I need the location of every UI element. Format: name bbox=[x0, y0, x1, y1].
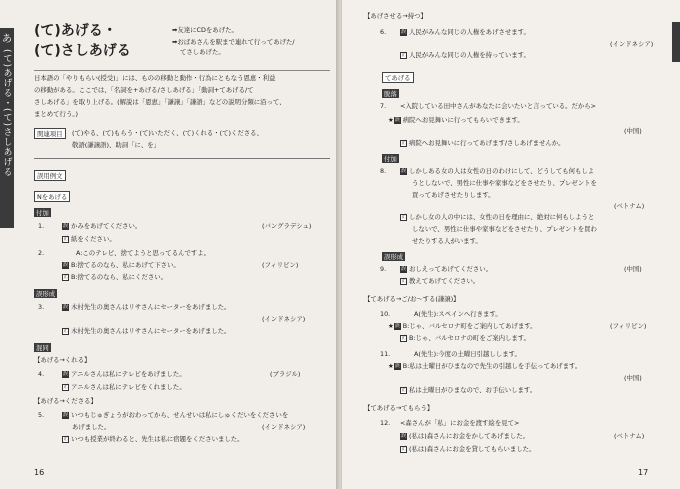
correct-sentence: 正 私は土曜日がひまなので、お手伝いします。 bbox=[401, 386, 537, 394]
wrong-sentence: 誤 人民がみんな同じの人権をあげさせます。 bbox=[400, 28, 530, 36]
page-number: 16 bbox=[34, 468, 45, 477]
page-number: 17 bbox=[638, 468, 649, 477]
wrong-sentence: 誤 しかしある女の人は女性の日のわけにして、どうしても何もしよ bbox=[400, 167, 595, 175]
correct-sentence-cont: せたりする人がいます。 bbox=[412, 237, 482, 245]
related-tag: 関連項目 bbox=[34, 128, 66, 139]
pattern-heading: 【てあげる→ご/お〜する(謙譲)】 bbox=[364, 295, 460, 303]
correct-sentence: 正 しかし女の人の中には、女性の日を理由に、絶対に何もしようと bbox=[401, 213, 595, 221]
wrong-icon: 誤 bbox=[400, 28, 406, 35]
example-number: 4. bbox=[38, 370, 45, 378]
wrong-icon: 誤 bbox=[62, 222, 68, 229]
correct-icon: 正 bbox=[63, 383, 69, 390]
example-number: 6. bbox=[380, 28, 387, 36]
correct-sentence: 正 教えてあげてください。 bbox=[401, 277, 480, 285]
source-country: (ベトナム) bbox=[614, 202, 645, 210]
section-heading: 誤用例文 bbox=[34, 170, 66, 181]
category-tag: 誤形成 bbox=[384, 253, 404, 261]
wrong-sentence: ★誤 病院へお見舞いに行ってもらいできます。 bbox=[388, 116, 524, 124]
thumb-kana: あ bbox=[2, 34, 12, 45]
title-note: ➡おばあさんを駅まで連れて行ってあげた/ bbox=[172, 38, 295, 46]
pattern-heading: 【あげる→くれる】 bbox=[34, 356, 91, 364]
example-number: 8. bbox=[380, 167, 387, 175]
dialog-line: A(先生):スペインへ行きます。 bbox=[414, 310, 502, 318]
category-tag: 付加 bbox=[36, 209, 49, 217]
source-country: (中国) bbox=[624, 265, 642, 273]
title-note: ➡友達にCDをあげた。 bbox=[172, 26, 238, 34]
category-tag: 混同 bbox=[36, 344, 49, 352]
source-country: (インドネシア) bbox=[262, 423, 306, 431]
wrong-sentence: ★誤 B:私は土曜日がひまなので先生の引越しを手伝ってあげます。 bbox=[388, 362, 582, 370]
wrong-sentence-cont: 買ってあげさせたりします。 bbox=[412, 191, 495, 199]
wrong-icon: 誤 bbox=[62, 261, 68, 268]
example-number: 5. bbox=[38, 411, 45, 419]
intro-line: さしあげる」を取り上げる。(解説は「恩恵」「謙譲」「謙語」などの説明分類に沿って、 bbox=[34, 98, 286, 106]
source-country: (フィリピン) bbox=[610, 322, 647, 330]
divider bbox=[34, 158, 330, 159]
wrong-sentence-cont: うとしないで、男性に仕事や家事などをさせたり、プレゼントを bbox=[412, 179, 597, 187]
star-icon: ★ bbox=[388, 362, 394, 370]
correct-icon: 正 bbox=[401, 139, 407, 146]
correct-sentence: 正 B:捨てるのなら、私にください。 bbox=[63, 273, 168, 281]
wrong-icon: 誤 bbox=[62, 411, 68, 418]
wrong-icon: 誤 bbox=[400, 167, 406, 174]
thumb-vertical-title: (て)あげる・(て)さしあげる bbox=[1, 49, 12, 178]
wrong-icon: 誤 bbox=[394, 362, 400, 369]
thumb-index-tab bbox=[0, 28, 14, 228]
dialog-line: A(先生):今度の土曜日引越しします。 bbox=[414, 350, 521, 358]
example-number: 1. bbox=[38, 222, 45, 230]
correct-icon: 正 bbox=[401, 334, 407, 341]
correct-sentence: 正 紙をください。 bbox=[63, 235, 116, 243]
correct-sentence: 正 アニルさんは私にテレビをくれました。 bbox=[63, 383, 186, 391]
intro-line: 日本語の「やりもらい(授受)」には、ものの移動と動作・行為にともなう恩恵・利益 bbox=[34, 74, 276, 82]
star-icon: ★ bbox=[388, 116, 394, 124]
wrong-sentence: 誤 いつもじゅぎょうがおわってから、せんせいは私にしゅくだいをくださいを bbox=[62, 411, 289, 419]
wrong-sentence: 誤 木村先生の奥さんはリサさんにセーターをあげました。 bbox=[62, 303, 231, 311]
source-country: (ブラジル) bbox=[270, 370, 301, 378]
category-tag: 誤形成 bbox=[36, 290, 56, 298]
correct-sentence: 正 人民がみんな同じの人権を持っています。 bbox=[401, 51, 530, 59]
example-number: 7. bbox=[380, 102, 387, 110]
category-tag: 付加 bbox=[384, 155, 397, 163]
example-number: 3. bbox=[38, 303, 45, 311]
intro-line: まとめて行う。) bbox=[34, 110, 79, 118]
correct-icon: 正 bbox=[401, 51, 407, 58]
correct-sentence: 正 いつも授業が終わると、先生は私に宿題をくださいました。 bbox=[63, 435, 244, 443]
correct-icon: 正 bbox=[401, 386, 407, 393]
title-note: てさしあげた。 bbox=[180, 48, 225, 56]
related-items: (て)やる、(て)もらう・(て)いただく、(て)くれる・(て)くださる、 bbox=[72, 129, 263, 137]
wrong-sentence-cont: あげました。 bbox=[72, 423, 111, 431]
category-tag: 脱落 bbox=[384, 90, 397, 98]
wrong-icon: 誤 bbox=[394, 116, 400, 123]
entry-title-line2: (て)さしあげる bbox=[34, 43, 131, 59]
correct-sentence: 正 病院へお見舞いに行ってあげます/さしあげませんか。 bbox=[401, 139, 565, 147]
source-country: (ベトナム) bbox=[614, 432, 645, 440]
pattern-heading: 【てあげる→てもらう】 bbox=[364, 404, 434, 412]
situation: <森さんが「私」にお金を渡す絵を見て> bbox=[400, 419, 520, 427]
thumb-index-tab bbox=[672, 22, 680, 62]
entry-title-line1: (て)あげる・ bbox=[34, 23, 117, 39]
wrong-sentence: 誤 B:捨てるのなら、私にあげて下さい。 bbox=[62, 261, 180, 269]
correct-icon: 正 bbox=[63, 327, 69, 334]
wrong-sentence: 誤 (私は)森さんにお金をかしてあげました。 bbox=[400, 432, 530, 440]
wrong-icon: 誤 bbox=[62, 303, 68, 310]
example-number: 10. bbox=[380, 310, 391, 318]
star-icon: ★ bbox=[388, 322, 394, 330]
wrong-sentence: 誤 かみをあげてください。 bbox=[62, 222, 142, 230]
source-country: (中国) bbox=[624, 374, 642, 382]
example-number: 9. bbox=[380, 265, 387, 273]
intro-line: の移動がある。ここでは、「名詞を+あげる/さしあげる」「動詞+てあげる/て bbox=[34, 86, 254, 94]
wrong-icon: 誤 bbox=[62, 370, 68, 377]
right-page bbox=[342, 0, 680, 489]
correct-icon: 正 bbox=[401, 213, 407, 220]
correct-sentence: 正 (私は)森さんにお金を貸してもらいました。 bbox=[401, 445, 536, 453]
example-number: 11. bbox=[380, 350, 391, 358]
correct-icon: 正 bbox=[401, 445, 407, 452]
source-country: (フィリピン) bbox=[262, 261, 299, 269]
source-country: (バングラデシュ) bbox=[262, 222, 312, 230]
related-items: 敬語(謙譲語)、助詞「に、を」 bbox=[72, 141, 161, 149]
wrong-icon: 誤 bbox=[400, 432, 406, 439]
correct-sentence: 正 木村先生の奥さんはリサさんにセーターをあげました。 bbox=[63, 327, 231, 335]
example-number: 2. bbox=[38, 249, 45, 257]
correct-sentence-cont: しないで、男性に仕事や家事などをさせたり、プレゼントを買わ bbox=[412, 225, 597, 233]
source-country: (インドネシア) bbox=[262, 315, 306, 323]
wrong-icon: 誤 bbox=[394, 322, 400, 329]
pattern-heading: 【あげさせる→持つ】 bbox=[364, 12, 427, 20]
wrong-sentence: 誤 おしえってあげてください。 bbox=[400, 265, 493, 273]
correct-icon: 正 bbox=[63, 235, 69, 242]
pattern-heading: 【あげる→くださる】 bbox=[34, 397, 97, 405]
wrong-sentence: 誤 アニルさんは私にテレビをあげました。 bbox=[62, 370, 186, 378]
source-country: (中国) bbox=[624, 127, 642, 135]
wrong-icon: 誤 bbox=[400, 265, 406, 272]
correct-icon: 正 bbox=[63, 273, 69, 280]
correct-icon: 正 bbox=[63, 435, 69, 442]
wrong-sentence: ★誤 B:じゃ、バルセロナ町をご案内してあげます。 bbox=[388, 322, 537, 330]
dialog-line: A:このテレビ、捨てようと思ってるんですよ。 bbox=[76, 249, 211, 257]
subsection-heading: てあげる bbox=[382, 72, 414, 83]
source-country: (インドネシア) bbox=[610, 40, 654, 48]
subsection-heading: Nをあげる bbox=[34, 191, 70, 202]
left-page bbox=[0, 0, 338, 489]
situation: <入院している田中さんがあなたに会いたいと言っている。だから> bbox=[400, 102, 597, 110]
correct-icon: 正 bbox=[401, 277, 407, 284]
example-number: 12. bbox=[380, 419, 391, 427]
correct-sentence: 正 B:じゃ、バルセロナの町をご案内します。 bbox=[401, 334, 531, 342]
